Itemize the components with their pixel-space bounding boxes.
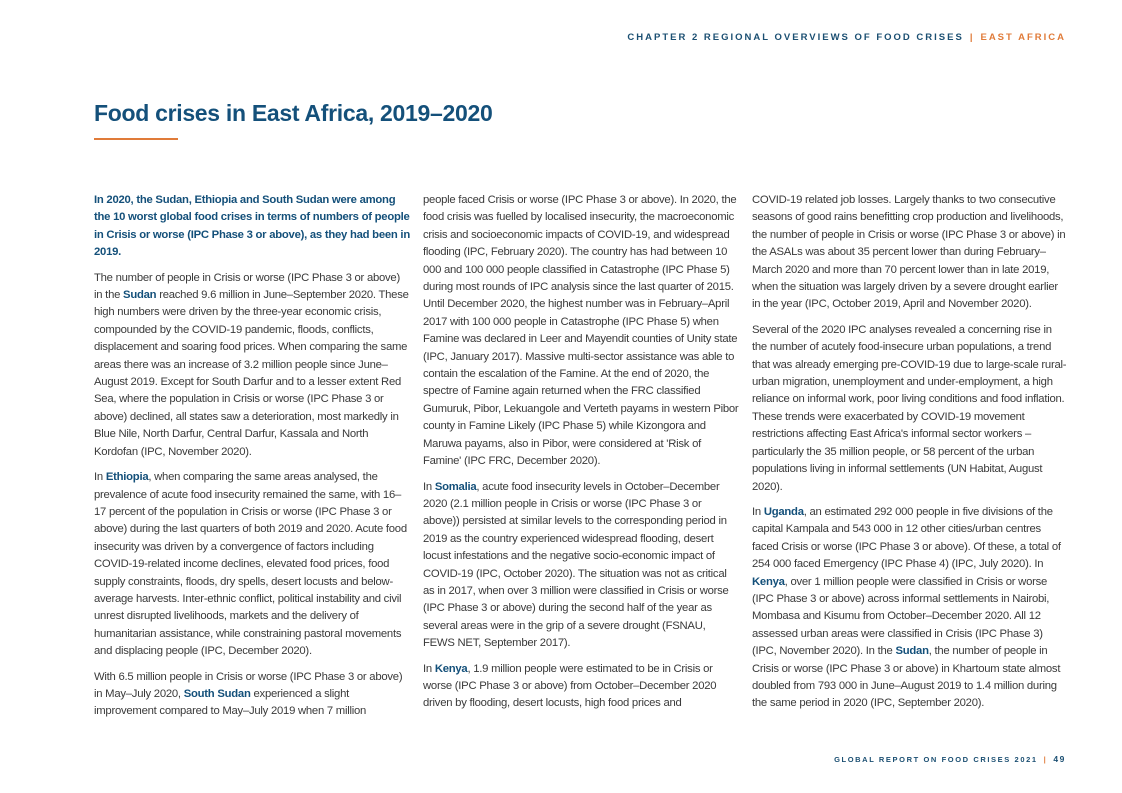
- paragraph-text: , an estimated 292 000 people in five divisions of the capital Kampala and 543 000 in 12 other cities/urban centres faced Crisis or worse (IPC Phase 3 or above). Of these, a total of 254 000 faced Emergency (IPC Phase 4) (IPC, July 2020). In: [752, 505, 1061, 571]
- paragraph-text: With 6.5 million people in Crisis or worse (IPC Phase 3 or above) in May–July 2020,: [94, 670, 403, 700]
- title-underline: [94, 138, 178, 140]
- country-somalia: Somalia: [434, 480, 477, 493]
- paragraph-text: reached 9.6 million in June–September 2020. These high numbers were driven by the three-year economic crisis, compounded by the COVID-19 pandemic, floods, conflicts, displacement and soaring food prices. When comparing the same areas there was an increase of 3.2 million people since June–August 2019. Except for South Darfur and to a lesser extent Red Sea, where the population in Crisis or worse (IPC Phase 3 or above) declined, all states saw a deterioration, most markedly in Blue Nile, North Darfur, Central Darfur, Kassala and North Kordofan (IPC, November 2020).: [94, 289, 409, 458]
- header-separator: |: [969, 32, 975, 43]
- column-3: [752, 192, 1068, 721]
- paragraph-text: In: [423, 662, 435, 675]
- country-uganda: Uganda: [763, 505, 804, 518]
- urban-populations-paragraph: Several of the 2020 IPC analyses revealed a concerning rise in the number of acutely food-insecure urban populations, a trend that was already emerging pre-COVID-19 due to large-scale rural-urban migration, unemployment and under-employment, a high reliance on informal work, poor living conditions and food inflation. These trends were exacerbated by COVID-19 movement restrictions affecting East Africa's informal sector workers – particularly the 35 million people, or 58 percent of the urban populations living in informal settlements (UN Habitat, August 2020).: [752, 323, 1067, 493]
- chapter-label: CHAPTER 2 REGIONAL OVERVIEWS OF FOOD CRISES: [627, 32, 964, 43]
- paragraph-text: , acute food insecurity levels in October–December 2020 (2.1 million people in Crisis or worse (IPC Phase 3 or above)) persisted at similar levels to the corresponding period in 2019 as the country experienced widespread flooding, desert locust infestations and the negative socio-economic impact of COVID-19 (IPC, October 2020). The situation was not as critical as in 2017, when over 3 million were classified in Crisis or worse (IPC Phase 3 or above) during the second half of the year as several areas were in the grip of a severe drought (FSNAU, FEWS NET, September 2017).: [423, 480, 729, 650]
- region-label: EAST AFRICA: [980, 32, 1066, 43]
- paragraph-text: , 1.9 million people were estimated to be in Crisis or worse (IPC Phase 3 or above) from October–December 2020 driven by flooding, desert locusts, high food prices and: [423, 662, 717, 710]
- paragraph-text: , over 1 million people were classified in Crisis or worse (IPC Phase 3 or above) across informal settlements in Nairobi, Mombasa and Kisumu from October–December 2020. All 12 assessed urban areas were classified in Crisis (IPC Phase 3) (IPC, November 2020). In the: [752, 575, 1050, 658]
- country-ethiopia: Ethiopia: [105, 471, 149, 484]
- country-south-sudan: South Sudan: [183, 687, 251, 700]
- ethiopia-paragraph: [94, 469, 410, 660]
- somalia-paragraph: [423, 479, 739, 653]
- paragraph-text: In: [752, 505, 764, 518]
- urban-countries-paragraph: [752, 504, 1068, 713]
- paragraph-text: The number of people in Crisis or worse (IPC Phase 3 or above) in the: [94, 271, 400, 302]
- page-title: Food crises in East Africa, 2019–2020: [94, 100, 493, 126]
- sudan-paragraph: [94, 270, 410, 461]
- footer-separator: |: [1043, 755, 1048, 764]
- country-sudan: Sudan: [895, 645, 929, 658]
- kenya-paragraph: [423, 661, 739, 713]
- paragraph-text: experienced a slight improvement compared to May–July 2019 when 7 million: [94, 687, 367, 718]
- paragraph-text: , when comparing the same areas analysed, the prevalence of acute food insecurity remained the same, with 16–17 percent of the population in Crisis or worse (IPC Phase 3 or above) during the last quarters of both 2019 and 2020. Acute food insecurity was driven by a convergence of factors including COVID-19-related income declines, elevated food prices, food supply constraints, floods, dry spells, desert locusts and below-average harvests. Inter-ethnic conflict, political instability and civil unrest disrupted livelihoods, markets and the delivery of humanitarian assistance, while constraining pastoral movements and displacing people (IPC, December 2020).: [94, 471, 407, 658]
- country-kenya: Kenya: [752, 575, 785, 588]
- report-title: GLOBAL REPORT ON FOOD CRISES 2021: [834, 755, 1038, 764]
- country-kenya: Kenya: [434, 662, 468, 675]
- south-sudan-continued-paragraph: people faced Crisis or worse (IPC Phase 3 or above). In 2020, the food crisis was fuelled by localised insecurity, the macroeconomic crisis and socioeconomic impacts of COVID-19, and widespread flooding (IPC, February 2020). The country has had between 10 000 and 100 000 people classified in Catastrophe (IPC Phase 5) during most rounds of IPC analysis since the last quarter of 2015. Until December 2020, the highest number was in February–April 2017 with 100 000 people in Catastrophe (IPC Phase 5) when Famine was declared in Leer and Mayendit counties of Unity state (IPC, January 2017). Massive multi-sector assistance was able to contain the escalation of the Famine. At the end of 2020, the spectre of Famine again returned when the FRC classified Gumuruk, Pibor, Lekuangole and Verteth payams in western Pibor county in Famine Likely (IPC Phase 5) while Kizongora and Maruwa payams, also in Pibor, were considered at 'Risk of Famine' (IPC FRC, December 2020).: [423, 194, 739, 468]
- paragraph-text: In: [94, 471, 106, 484]
- paragraph-text: , the number of people in Crisis or worse (IPC Phase 3 or above) in Khartoum state almost doubled from 793 000 in June–August 2019 to 1.4 million during the same period in 2020 (IPC, September 2020).: [752, 645, 1061, 710]
- page-number: 49: [1053, 754, 1066, 764]
- country-sudan: Sudan: [123, 289, 157, 302]
- lead-paragraph: In 2020, the Sudan, Ethiopia and South Sudan were among the 10 worst global food crises in terms of numbers of people in Crisis or worse (IPC Phase 3 or above), as they had been in 2019.: [94, 194, 410, 259]
- column-1: [94, 192, 410, 729]
- column-2: [423, 192, 739, 721]
- page-footer: [834, 754, 1066, 764]
- south-sudan-paragraph: [94, 669, 410, 721]
- paragraph-text: In: [423, 480, 435, 493]
- running-header: [627, 32, 1066, 43]
- kenya-continued-paragraph: COVID-19 related job losses. Largely thanks to two consecutive seasons of good rains benefitting crop production and livelihoods, the number of people in Crisis or worse (IPC Phase 3 or above) in the ASALs was about 35 percent lower than during February–March 2020 and more than 70 percent lower than in late 2019, when the situation was largely driven by a severe drought earlier in the year (IPC, October 2019, April and November 2020).: [752, 194, 1066, 311]
